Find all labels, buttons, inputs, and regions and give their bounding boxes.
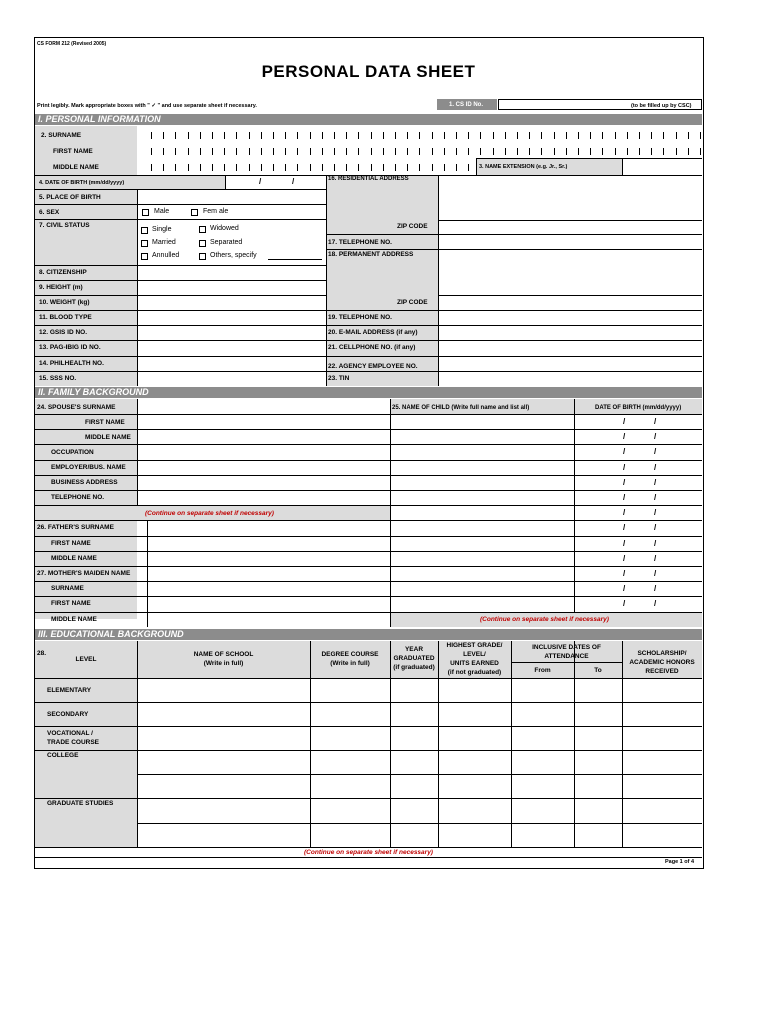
male-label: Male [154, 208, 170, 215]
letter-box-divider [541, 132, 542, 139]
letter-box-divider [236, 164, 237, 171]
letter-box-divider [285, 132, 286, 139]
letter-box-divider [175, 148, 176, 155]
educ-num: 28. [37, 650, 47, 657]
letter-box-divider [517, 132, 518, 139]
father-middle-name-label: MIDDLE NAME [51, 555, 97, 562]
occupation-label: OCCUPATION [51, 449, 94, 456]
inclusive-header-2: ATTENDANCE [544, 653, 589, 660]
letter-box-divider [578, 148, 579, 155]
letter-box-divider [505, 148, 506, 155]
letter-box-divider [163, 132, 164, 139]
rule-line [35, 551, 702, 552]
letter-box-divider [578, 132, 579, 139]
sex-label: 6. SEX [39, 209, 60, 216]
letter-box-divider [273, 148, 274, 155]
female-checkbox[interactable] [191, 209, 198, 216]
letter-box-divider [676, 148, 677, 155]
rule-line [35, 414, 702, 415]
scholarship-header-1: SCHOLARSHIP/ [637, 650, 687, 657]
father-surname-label: 26. FATHER'S SURNAME [37, 524, 114, 531]
rule-line [35, 798, 137, 799]
letter-box-divider [432, 164, 433, 171]
rule-line [390, 641, 391, 847]
name-extension-label: 3. NAME EXTENSION (e.g. Jr., Sr.) [479, 164, 568, 170]
child-name-label: 25. NAME OF CHILD (Write full name and list all) [392, 405, 530, 411]
letter-box-divider [419, 132, 420, 139]
spouse-middle-name-label: MIDDLE NAME [85, 434, 131, 441]
rule-line [35, 536, 702, 537]
rule-line [511, 641, 512, 847]
date-separator: / [623, 508, 626, 517]
letter-box-divider [493, 148, 494, 155]
height-label: 9. HEIGHT (m) [39, 284, 83, 291]
letter-box-divider [505, 132, 506, 139]
mother-maiden-label: 27. MOTHER'S MAIDEN NAME [37, 570, 131, 577]
highest-header-4: (if not graduated) [447, 669, 502, 676]
letter-box-divider [297, 148, 298, 155]
female-label: Fem ale [203, 208, 229, 215]
letter-box-divider [468, 148, 469, 155]
letter-box-divider [346, 164, 347, 171]
letter-box-divider [188, 132, 189, 139]
employer-label: EMPLOYER/BUS. NAME [51, 464, 126, 471]
child-dob-label: DATE OF BIRTH (mm/dd/yyyy) [595, 405, 682, 411]
widowed-label: Widowed [210, 225, 239, 232]
continue-note-2: (Continue on separate sheet if necessary) [480, 616, 609, 623]
name-extension-field[interactable] [622, 159, 702, 175]
scholarship-header-3: RECEIVED [645, 668, 679, 675]
letter-box-divider [163, 148, 164, 155]
from-header: From [534, 667, 551, 674]
letter-box-divider [261, 132, 262, 139]
rule-line [35, 460, 702, 461]
school-header: NAME OF SCHOOL [193, 651, 254, 658]
letter-box-divider [188, 164, 189, 171]
continue-note-1: (Continue on separate sheet if necessary) [145, 510, 274, 517]
letter-box-divider [371, 132, 372, 139]
residential-address-field[interactable] [439, 176, 702, 220]
citizenship-label: 8. CITIZENSHIP [39, 269, 87, 276]
letter-box-divider [310, 164, 311, 171]
philhealth-label: 14. PHILHEALTH NO. [39, 360, 104, 367]
date-separator: / [654, 478, 657, 487]
rule-line [310, 641, 311, 847]
letter-box-divider [285, 164, 286, 171]
date-separator: / [623, 539, 626, 548]
date-separator: / [654, 463, 657, 472]
letter-box-divider [261, 164, 262, 171]
letter-box-divider [249, 164, 250, 171]
letter-box-divider [480, 132, 481, 139]
letter-box-divider [517, 148, 518, 155]
civil-status-label: 7. CIVIL STATUS [39, 222, 90, 229]
degree-header: DEGREE COURSE [321, 651, 379, 658]
rule-line [438, 641, 439, 847]
letter-box-divider [175, 132, 176, 139]
letter-box-divider [383, 132, 384, 139]
section-educational-background: III. EDUCATIONAL BACKGROUND [35, 629, 702, 640]
rule-line [35, 505, 702, 506]
letter-box-divider [444, 148, 445, 155]
letter-box-divider [297, 132, 298, 139]
letter-box-divider [395, 148, 396, 155]
zipcode-label-2: ZIP CODE [397, 299, 428, 306]
highest-header-1: HIGHEST GRADE/ [446, 642, 503, 649]
rule-line [35, 429, 702, 430]
letter-box-divider [444, 132, 445, 139]
rule-line [137, 702, 702, 703]
letter-box-divider [615, 132, 616, 139]
letter-box-divider [651, 148, 652, 155]
form-title: PERSONAL DATA SHEET [261, 62, 476, 81]
letter-box-divider [688, 132, 689, 139]
letter-box-divider [358, 164, 359, 171]
date-separator: / [623, 432, 626, 441]
letter-box-divider [529, 148, 530, 155]
rule-line [35, 750, 137, 751]
letter-box-divider [334, 148, 335, 155]
letter-box-divider [322, 132, 323, 139]
dob-label: 4. DATE OF BIRTH (mm/dd/yyyy) [39, 180, 125, 186]
first-name-field[interactable] [137, 146, 702, 158]
letter-box-divider [602, 132, 603, 139]
letter-box-divider [151, 164, 152, 171]
first-name-label: FIRST NAME [53, 148, 93, 155]
letter-box-divider [554, 132, 555, 139]
others-checkbox[interactable] [199, 253, 206, 260]
section-family-background: II. FAMILY BACKGROUND [35, 387, 702, 398]
rule-line [35, 490, 702, 491]
letter-box-divider [493, 132, 494, 139]
letter-box-divider [163, 164, 164, 171]
tin-label: 23. TIN [328, 375, 350, 382]
letter-box-divider [663, 132, 664, 139]
secondary-label: SECONDARY [47, 711, 89, 718]
blood-type-label: 11. BLOOD TYPE [39, 314, 92, 321]
letter-box-divider [151, 132, 152, 139]
letter-box-divider [358, 148, 359, 155]
residential-address-label: 16. RESIDENTIAL ADDRESS [328, 176, 409, 182]
page-number: Page 1 of 4 [665, 859, 695, 865]
rule-line [35, 678, 702, 679]
year-header-2: GRADUATED [393, 655, 435, 662]
letter-box-divider [529, 132, 530, 139]
letter-box-divider [188, 148, 189, 155]
letter-box-divider [602, 148, 603, 155]
spouse-surname-label: 24. SPOUSE'S SURNAME [37, 404, 116, 411]
letter-box-divider [273, 164, 274, 171]
date-separator: / [654, 539, 657, 548]
letter-box-divider [627, 148, 628, 155]
rule-line [574, 662, 575, 678]
weight-label: 10. WEIGHT (kg) [39, 299, 90, 306]
pagibig-label: 13. PAG-IBIG ID NO. [39, 344, 101, 351]
year-header-3: (if graduated) [393, 664, 435, 671]
continue-note-3: (Continue on separate sheet if necessary) [304, 849, 433, 856]
letter-box-divider [456, 132, 457, 139]
letter-box-divider [456, 164, 457, 171]
widowed-checkbox[interactable] [199, 226, 206, 233]
letter-box-divider [200, 164, 201, 171]
date-separator: / [654, 447, 657, 456]
date-separator: / [623, 447, 626, 456]
letter-box-divider [236, 148, 237, 155]
letter-box-divider [346, 132, 347, 139]
letter-box-divider [151, 148, 152, 155]
father-first-name-label: FIRST NAME [51, 540, 91, 547]
inclusive-header-1: INCLUSIVE DATES OF [532, 644, 601, 651]
others-label: Others, specify [210, 252, 257, 259]
date-separator: / [623, 569, 626, 578]
mother-surname-label: SURNAME [51, 585, 84, 592]
school-sub-header: (Write in full) [203, 660, 244, 667]
letter-box-divider [371, 148, 372, 155]
rule-line [35, 581, 702, 582]
letter-box-divider [407, 148, 408, 155]
letter-box-divider [175, 164, 176, 171]
rule-line [35, 596, 702, 597]
letter-box-divider [432, 132, 433, 139]
date-separator: / [623, 478, 626, 487]
letter-box-divider [261, 148, 262, 155]
letter-box-divider [663, 148, 664, 155]
zipcode-label-1: ZIP CODE [397, 223, 428, 230]
spouse-first-name-label: FIRST NAME [85, 419, 125, 426]
rule-line [35, 726, 137, 727]
email-label: 20. E-MAIL ADDRESS (if any) [328, 329, 418, 336]
elementary-label: ELEMENTARY [47, 687, 92, 694]
letter-box-divider [480, 148, 481, 155]
instructions: Print legibly. Mark appropriate boxes with " ✓ " and use separate sheet if necessary. [37, 103, 257, 109]
letter-box-divider [371, 164, 372, 171]
letter-box-divider [444, 164, 445, 171]
letter-box-divider [627, 132, 628, 139]
letter-box-divider [322, 148, 323, 155]
cellphone-label: 21. CELLPHONE NO. (if any) [328, 344, 416, 351]
letter-box-divider [310, 132, 311, 139]
married-checkbox[interactable] [141, 240, 148, 247]
permanent-address-label: 18. PERMANENT ADDRESS [328, 251, 414, 258]
surname-field[interactable] [137, 130, 702, 142]
rule-line [137, 750, 702, 751]
date-separator: / [623, 493, 626, 502]
rule-line [137, 823, 702, 824]
letter-box-divider [407, 164, 408, 171]
annulled-checkbox[interactable] [141, 253, 148, 260]
rule-line [137, 798, 702, 799]
letter-box-divider [590, 132, 591, 139]
year-header-1: YEAR [404, 646, 424, 653]
college-label: COLLEGE [47, 752, 79, 759]
letter-box-divider [432, 148, 433, 155]
rule-line [35, 566, 702, 567]
letter-box-divider [566, 148, 567, 155]
mother-first-name-label: FIRST NAME [51, 600, 91, 607]
letter-box-divider [468, 164, 469, 171]
highest-header-2: LEVEL/ [463, 651, 486, 658]
letter-box-divider [212, 132, 213, 139]
letter-box-divider [566, 132, 567, 139]
letter-box-divider [554, 148, 555, 155]
pob-field[interactable] [137, 190, 326, 204]
letter-box-divider [322, 164, 323, 171]
annulled-label: Annulled [152, 252, 180, 259]
letter-box-divider [224, 132, 225, 139]
dob-field[interactable] [225, 176, 326, 189]
letter-box-divider [639, 148, 640, 155]
personal-data-sheet-form: CS FORM 212 (Revised 2005) PERSONAL DATA SHEET Print legibly. Mark appropriate boxes with " ✓ " and use separate sheet if necessary. 1. CS ID No. (to be filled up by CSC) I. PERSONAL INFORMATION 2. SURNAME FIRST NAME MIDDLE NAME 3. NAME EXTENSION (e.g. Jr., Sr.) 4. DATE OF BIRTH (mm/dd/yyyy) / / 5. PLACE OF BIRTH 6. SEX Male Fem ale 7. CIVIL STATUS Single Widowed Married Separated Annulled Others, specify 8. CITIZENSHIP 9. HEIGHT (m) 10. WEIGHT (kg) 11. BLOOD TYPE 12. GSIS ID NO. 13. PAG-IBIG ID NO. 14. PHILHEALTH NO. 15. SSS NO. 16. RESIDENTIAL ADDRESS ZIP CODE 17. TELEPHONE NO. 18. PERMANENT ADDRESS ZIP CODE 19. TELEPHONE NO. 20. E-MAIL ADDRESS (if any) 21. CELLPHONE NO. (if any) 22. AGENCY EMPLOYEE NO. 23. TIN II. FAMILY BACKGROUND 24. SPOUSE'S SURNAME FIRST NAME MIDDLE NAME OCCUPATION EMPLOYER/BUS. NAME BUSINESS ADDRESS TELEPHONE NO. (Continue on separate sheet if necessary) 25. NAME OF CHILD (Write full name and list all) DATE OF BIRTH (mm/dd/yyyy) 26. FATHER'S SURNAME FIRST NAME MIDDLE NAME 27. MOTHER'S MAIDEN NAME SURNAME FIRST NAME MIDDLE NAME (Continue on separate sheet if necessary) III. EDUCATIONAL BACKGROUND 28. LEVEL NAME OF SCHOOL (Write in full) DEGREE COURSE (Write in full) YEAR GRADUATED (if graduated) HIGHEST GRADE/ LEVEL/ UNITS EARNED (if not graduated) INCLUSIVE DATES OF ATTENDANCE From To SCHOLARSHIP/ ACADEMIC HONORS RECEIVED ELEMENTARY SECONDARY VOCATIONAL / TRADE COURSE COLLEGE GRADUATE STUDIES (Continue on separate sheet if necessary) Page 1 of 4 / / / / / / / / / / / / / / / / / / / / / / / / / / [34, 37, 704, 869]
date-separator: / [623, 463, 626, 472]
letter-box-divider [212, 164, 213, 171]
vocational-label-1: VOCATIONAL / [47, 730, 93, 737]
letter-box-divider [212, 148, 213, 155]
letter-box-divider [334, 164, 335, 171]
rule-line [35, 847, 702, 848]
date-separator: / [654, 523, 657, 532]
vocational-label-2: TRADE COURSE [47, 739, 100, 746]
letter-box-divider [346, 148, 347, 155]
rule-line [622, 641, 623, 847]
letter-box-divider [639, 132, 640, 139]
date-separator: / [623, 584, 626, 593]
letter-box-divider [419, 148, 420, 155]
middle-name-field[interactable] [137, 162, 477, 174]
letter-box-divider [249, 132, 250, 139]
date-separator: / [654, 584, 657, 593]
spouse-telephone-label: TELEPHONE NO. [51, 494, 105, 501]
sss-label: 15. SSS NO. [39, 375, 77, 382]
date-separator: / [654, 569, 657, 578]
surname-label: 2. SURNAME [41, 132, 82, 139]
rule-line [35, 702, 137, 703]
telephone-19-label: 19. TELEPHONE NO. [328, 314, 392, 321]
letter-box-divider [419, 164, 420, 171]
date-separator: / [623, 554, 626, 563]
letter-box-divider [700, 148, 701, 155]
rule-line [35, 520, 702, 521]
letter-box-divider [395, 132, 396, 139]
form-number: CS FORM 212 (Revised 2005) [37, 41, 107, 47]
mother-middle-name-label: MIDDLE NAME [51, 616, 97, 623]
letter-box-divider [651, 132, 652, 139]
letter-box-divider [285, 148, 286, 155]
rule-line [35, 444, 702, 445]
letter-box-divider [249, 148, 250, 155]
date-separator: / [623, 523, 626, 532]
letter-box-divider [200, 132, 201, 139]
date-separator: / [654, 432, 657, 441]
letter-box-divider [541, 148, 542, 155]
single-checkbox[interactable] [141, 227, 148, 234]
married-label: Married [152, 239, 176, 246]
middle-name-label: MIDDLE NAME [53, 164, 99, 171]
letter-box-divider [395, 164, 396, 171]
date-separator: / [623, 599, 626, 608]
rule-line [137, 641, 138, 847]
level-header: LEVEL [75, 656, 97, 663]
letter-box-divider [273, 132, 274, 139]
business-address-label: BUSINESS ADDRESS [51, 479, 118, 486]
letter-box-divider [700, 132, 701, 139]
date-separator: / [654, 417, 657, 426]
letter-box-divider [358, 132, 359, 139]
separated-checkbox[interactable] [199, 240, 206, 247]
date-separator: / [654, 554, 657, 563]
letter-box-divider [590, 148, 591, 155]
letter-box-divider [383, 148, 384, 155]
date-separator: / [654, 508, 657, 517]
letter-box-divider [688, 148, 689, 155]
letter-box-divider [468, 132, 469, 139]
scholarship-header-2: ACADEMIC HONORS [629, 659, 695, 666]
single-label: Single [152, 226, 172, 233]
highest-header-3: UNITS EARNED [450, 660, 499, 667]
male-checkbox[interactable] [142, 209, 149, 216]
letter-box-divider [383, 164, 384, 171]
letter-box-divider [297, 164, 298, 171]
section-personal-information: I. PERSONAL INFORMATION [35, 114, 702, 125]
agency-employee-label: 22. AGENCY EMPLOYEE NO. [328, 363, 418, 370]
rule-line [137, 726, 702, 727]
date-separator: / [654, 599, 657, 608]
telephone-17-label: 17. TELEPHONE NO. [328, 239, 392, 246]
graduate-studies-label: GRADUATE STUDIES [47, 800, 114, 807]
cs-id-label: 1. CS ID No. [449, 102, 484, 108]
letter-box-divider [407, 132, 408, 139]
to-header: To [594, 667, 602, 674]
cs-id-note: (to be filled up by CSC) [631, 103, 692, 109]
letter-box-divider [236, 132, 237, 139]
rule-line [35, 475, 702, 476]
letter-box-divider [200, 148, 201, 155]
letter-box-divider [456, 148, 457, 155]
date-separator: / [623, 417, 626, 426]
letter-box-divider [224, 164, 225, 171]
letter-box-divider [310, 148, 311, 155]
pob-label: 5. PLACE OF BIRTH [39, 194, 101, 201]
letter-box-divider [676, 132, 677, 139]
separated-label: Separated [210, 239, 243, 246]
degree-sub-header: (Write in full) [330, 660, 370, 667]
date-separator: / [654, 493, 657, 502]
letter-box-divider [615, 148, 616, 155]
letter-box-divider [334, 132, 335, 139]
rule-line [137, 774, 702, 775]
rule-line [35, 612, 702, 613]
gsis-label: 12. GSIS ID NO. [39, 329, 88, 336]
letter-box-divider [224, 148, 225, 155]
